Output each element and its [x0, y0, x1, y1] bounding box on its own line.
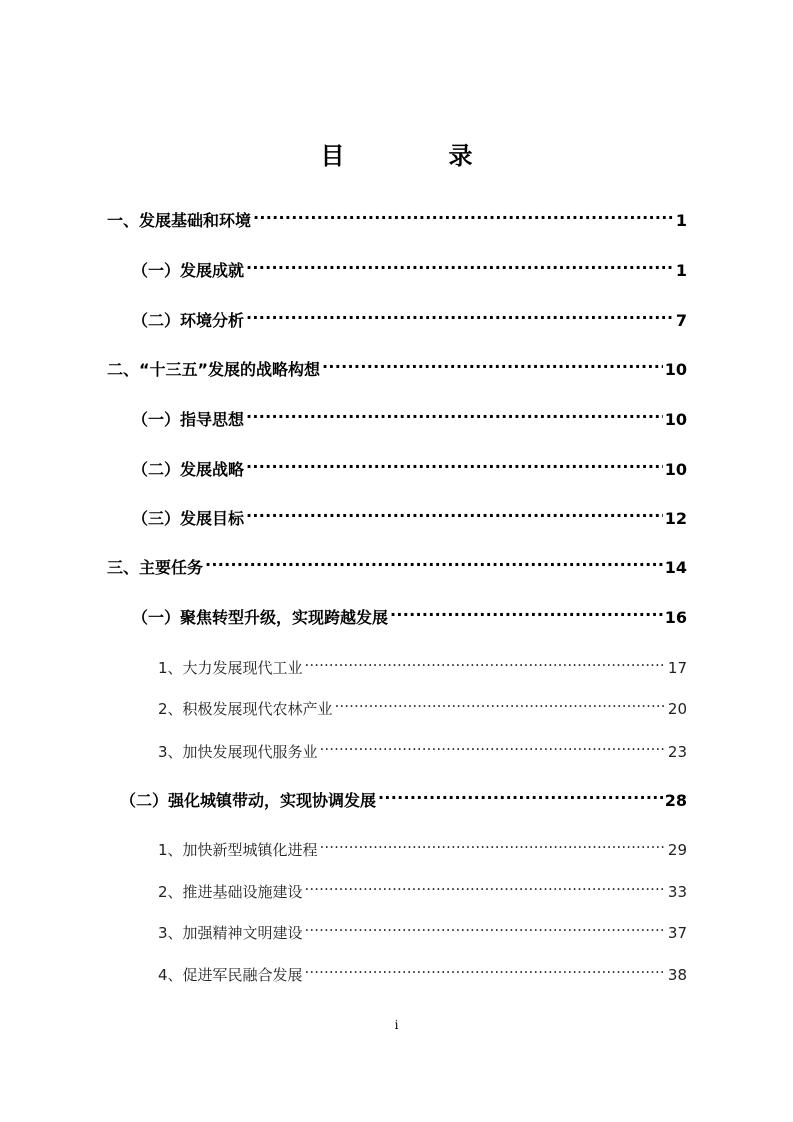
toc-entry-label: （一）聚焦转型升级，实现跨越发展: [132, 608, 389, 627]
toc-leader-dots: [322, 351, 663, 375]
toc-entry[interactable]: [158, 914, 687, 942]
toc-entry-label: （一）发展成就: [132, 261, 245, 280]
toc-entry-label: 1、加快新型城镇化进程: [158, 841, 318, 859]
toc-entry[interactable]: [132, 401, 687, 429]
toc-entry-page: 17: [667, 659, 687, 677]
toc-leader-dots: [205, 549, 663, 573]
toc-entry-page: 7: [675, 311, 687, 330]
toc-entry[interactable]: [107, 549, 687, 577]
footer-page-number: i: [394, 1018, 399, 1032]
toc-entry[interactable]: [132, 599, 687, 627]
toc-entry[interactable]: [107, 351, 687, 379]
toc-entry[interactable]: [132, 302, 687, 330]
toc-entry-label: （二）发展战略: [132, 460, 245, 479]
toc-leader-dots: [246, 451, 663, 475]
toc-entry[interactable]: [107, 202, 687, 230]
toc-leader-dots: [320, 831, 666, 855]
toc-entry[interactable]: [120, 782, 687, 810]
toc-leader-dots: [246, 500, 663, 524]
toc-entry-label: 3、加强精神文明建设: [158, 924, 303, 942]
toc-leader-dots: [305, 914, 666, 938]
page-title: 目 录: [320, 141, 513, 170]
toc-entry-page: 33: [667, 883, 687, 901]
toc-entry-page: 20: [667, 700, 687, 718]
toc-entry[interactable]: [132, 500, 687, 528]
toc-entry[interactable]: [158, 956, 687, 984]
toc-entry-label: 2、推进基础设施建设: [158, 883, 303, 901]
toc-entry[interactable]: [158, 690, 687, 718]
toc-entry-page: 14: [664, 558, 687, 577]
toc-entry-page: 1: [675, 211, 687, 230]
toc-leader-dots: [390, 599, 663, 623]
toc-entry-label: （一）指导思想: [132, 410, 245, 429]
toc-leader-dots: [335, 690, 666, 714]
toc-entry-label: （二）强化城镇带动，实现协调发展: [120, 791, 377, 810]
toc-leader-dots: [378, 782, 663, 806]
toc-entry-page: 28: [664, 791, 687, 810]
toc-entry-label: 一、发展基础和环境: [107, 211, 252, 230]
toc-entry-page: 10: [664, 410, 687, 429]
toc-leader-dots: [305, 956, 666, 980]
toc-entry-label: 2、积极发展现代农林产业: [158, 700, 333, 718]
toc-leader-dots: [246, 401, 663, 425]
toc-leader-dots: [253, 202, 674, 226]
toc-entry-label: 三、主要任务: [107, 558, 204, 577]
toc-leader-dots: [320, 733, 666, 757]
toc-entry-page: 10: [664, 460, 687, 479]
toc-entry[interactable]: [132, 451, 687, 479]
toc-entry-page: 38: [667, 966, 687, 984]
toc-entry-page: 23: [667, 743, 687, 761]
toc-entry[interactable]: [158, 873, 687, 901]
toc-entry-label: （三）发展目标: [132, 509, 245, 528]
toc-leader-dots: [305, 873, 666, 897]
toc-entry-page: 37: [667, 924, 687, 942]
toc-entry-page: 29: [667, 841, 687, 859]
toc-entry-label: （二）环境分析: [132, 311, 245, 330]
toc-leader-dots: [305, 649, 666, 673]
toc-entry-page: 12: [664, 509, 687, 528]
toc-entry[interactable]: [158, 831, 687, 859]
toc-entry[interactable]: [158, 649, 687, 677]
toc-entry-page: 16: [664, 608, 687, 627]
toc-leader-dots: [246, 252, 674, 276]
toc-entry-label: 3、加快发展现代服务业: [158, 743, 318, 761]
toc-entry-label: 二、“十三五”发展的战略构想: [107, 360, 321, 379]
toc-entry[interactable]: [158, 733, 687, 761]
toc-entry-page: 10: [664, 360, 687, 379]
toc-entry-page: 1: [675, 261, 687, 280]
toc-leader-dots: [246, 302, 674, 326]
toc-entry[interactable]: [132, 252, 687, 280]
toc-entry-label: 1、大力发展现代工业: [158, 659, 303, 677]
toc-entry-label: 4、促进军民融合发展: [158, 966, 303, 984]
